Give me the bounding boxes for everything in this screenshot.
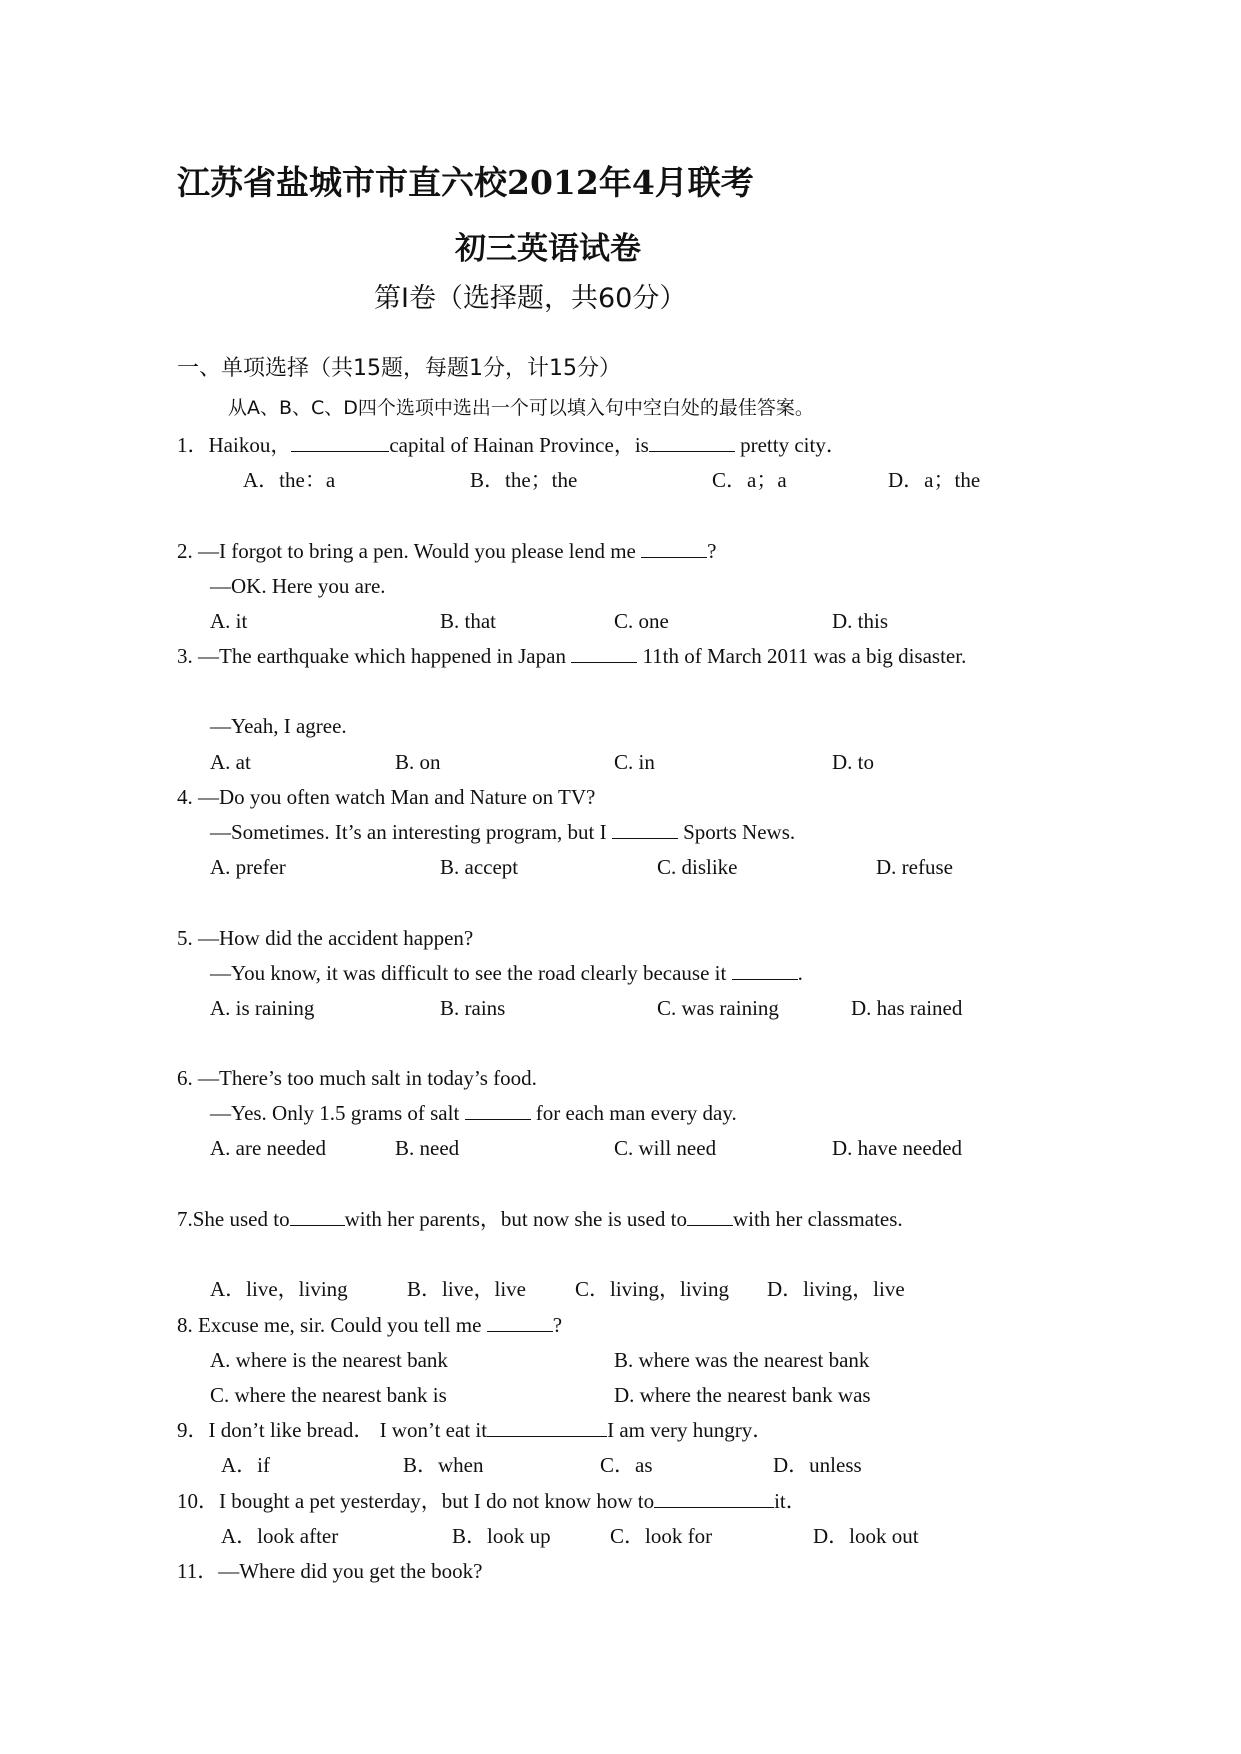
question-3-reply: —Yeah, I agree. [210, 714, 347, 738]
question-4-option-d: D. refuse [876, 855, 953, 879]
question-6-option-a: A. are needed [210, 1136, 327, 1160]
question-9-option-c: C．as [600, 1453, 653, 1477]
question-7-option-a: A．live，living [210, 1277, 348, 1301]
question-2-option-d: D. this [832, 609, 889, 633]
answer-blank [290, 1205, 345, 1226]
question-5-option-b: B. rains [440, 996, 506, 1020]
question-7-stem: 7.She used to with her parents，but now she is used to with her classmates. [177, 1207, 903, 1231]
exam-subtitle: 初三英语试卷 [455, 231, 641, 267]
question-7-option-c: C．living，living [575, 1277, 730, 1301]
question-10-option-d: D．look out [813, 1524, 919, 1548]
question-1-option-a: A．the：a [243, 468, 336, 492]
question-3-stem: 3. —The earthquake which happened in Japan 11th of March 2011 was a big disaster. [177, 644, 967, 668]
question-8-option-b: B. where was the nearest bank [614, 1348, 870, 1372]
question-2-stem: 2. —I forgot to bring a pen. Would you please lend me ? [177, 539, 717, 563]
question-6-option-d: D. have needed [832, 1136, 963, 1160]
question-8-option-c: C. where the nearest bank is [210, 1383, 447, 1407]
question-10-stem: 10．I bought a pet yesterday，but I do not know how to it． [177, 1489, 807, 1513]
question-7-option-b: B．live，live [407, 1277, 526, 1301]
answer-blank [687, 1205, 733, 1226]
question-5-stem: 5. —How did the accident happen? [177, 926, 474, 950]
question-6-stem: 6. —There’s too much salt in today’s food. [177, 1066, 537, 1090]
question-3-option-d: D. to [832, 750, 874, 774]
question-9-option-b: B．when [403, 1453, 484, 1477]
question-5-option-d: D. has rained [851, 996, 963, 1020]
question-4-reply: —Sometimes. It’s an interesting program, but I Sports News. [210, 820, 796, 844]
question-7-option-d: D．living，live [767, 1277, 905, 1301]
question-9-stem: 9．I don’t like bread． I won’t eat it I am very hungry． [177, 1418, 774, 1442]
question-3-option-c: C. in [614, 750, 655, 774]
question-5-reply: —You know, it was difficult to see the road clearly because it . [210, 961, 803, 985]
question-6-option-b: B. need [395, 1136, 460, 1160]
question-4-option-c: C. dislike [657, 855, 738, 879]
answer-blank [487, 1416, 607, 1437]
answer-blank [612, 818, 678, 839]
question-11-stem: 11．—Where did you get the book? [177, 1559, 483, 1583]
question-10-option-a: A．look after [221, 1524, 339, 1548]
part-heading: 第Ⅰ卷（选择题，共60分） [374, 283, 687, 314]
question-9-option-d: D．unless [773, 1453, 862, 1477]
question-5-option-a: A. is raining [210, 996, 315, 1020]
question-9-option-a: A．if [221, 1453, 270, 1477]
question-1-option-b: B．the；the [470, 468, 578, 492]
question-5-option-c: C. was raining [657, 996, 779, 1020]
answer-blank [291, 431, 389, 452]
section-instruction: 从A、B、C、D四个选项中选出一个可以填入句中空白处的最佳答案。 [228, 397, 814, 419]
question-4-stem: 4. —Do you often watch Man and Nature on TV? [177, 785, 596, 809]
answer-blank [465, 1099, 531, 1120]
answer-blank [732, 959, 798, 980]
question-6-option-c: C. will need [614, 1136, 717, 1160]
question-2-option-b: B. that [440, 609, 496, 633]
exam-title: 江苏省盐城市市直六校2012年4月联考 [177, 163, 754, 202]
section-heading: 一、单项选择（共15题，每题1分，计15分） [177, 356, 621, 381]
question-8-stem: 8. Excuse me, sir. Could you tell me ? [177, 1313, 563, 1337]
answer-blank [654, 1487, 774, 1508]
question-1-stem: 1．Haikou， capital of Hainan Province，is pretty city． [177, 433, 847, 457]
question-8-option-d: D. where the nearest bank was [614, 1383, 871, 1407]
question-1-option-d: D．a；the [888, 468, 981, 492]
answer-blank [571, 642, 637, 663]
answer-blank [641, 537, 707, 558]
question-4-option-b: B. accept [440, 855, 519, 879]
answer-blank [487, 1311, 553, 1332]
question-3-option-a: A. at [210, 750, 251, 774]
question-8-option-a: A. where is the nearest bank [210, 1348, 448, 1372]
question-4-option-a: A. prefer [210, 855, 286, 879]
question-2-option-c: C. one [614, 609, 669, 633]
answer-blank [649, 431, 735, 452]
question-3-option-b: B. on [395, 750, 441, 774]
question-2-reply: —OK. Here you are. [210, 574, 386, 598]
question-1-option-c: C．a；a [712, 468, 787, 492]
question-10-option-c: C．look for [610, 1524, 713, 1548]
question-10-option-b: B．look up [452, 1524, 551, 1548]
question-6-reply: —Yes. Only 1.5 grams of salt for each man every day. [210, 1101, 737, 1125]
question-2-option-a: A. it [210, 609, 248, 633]
